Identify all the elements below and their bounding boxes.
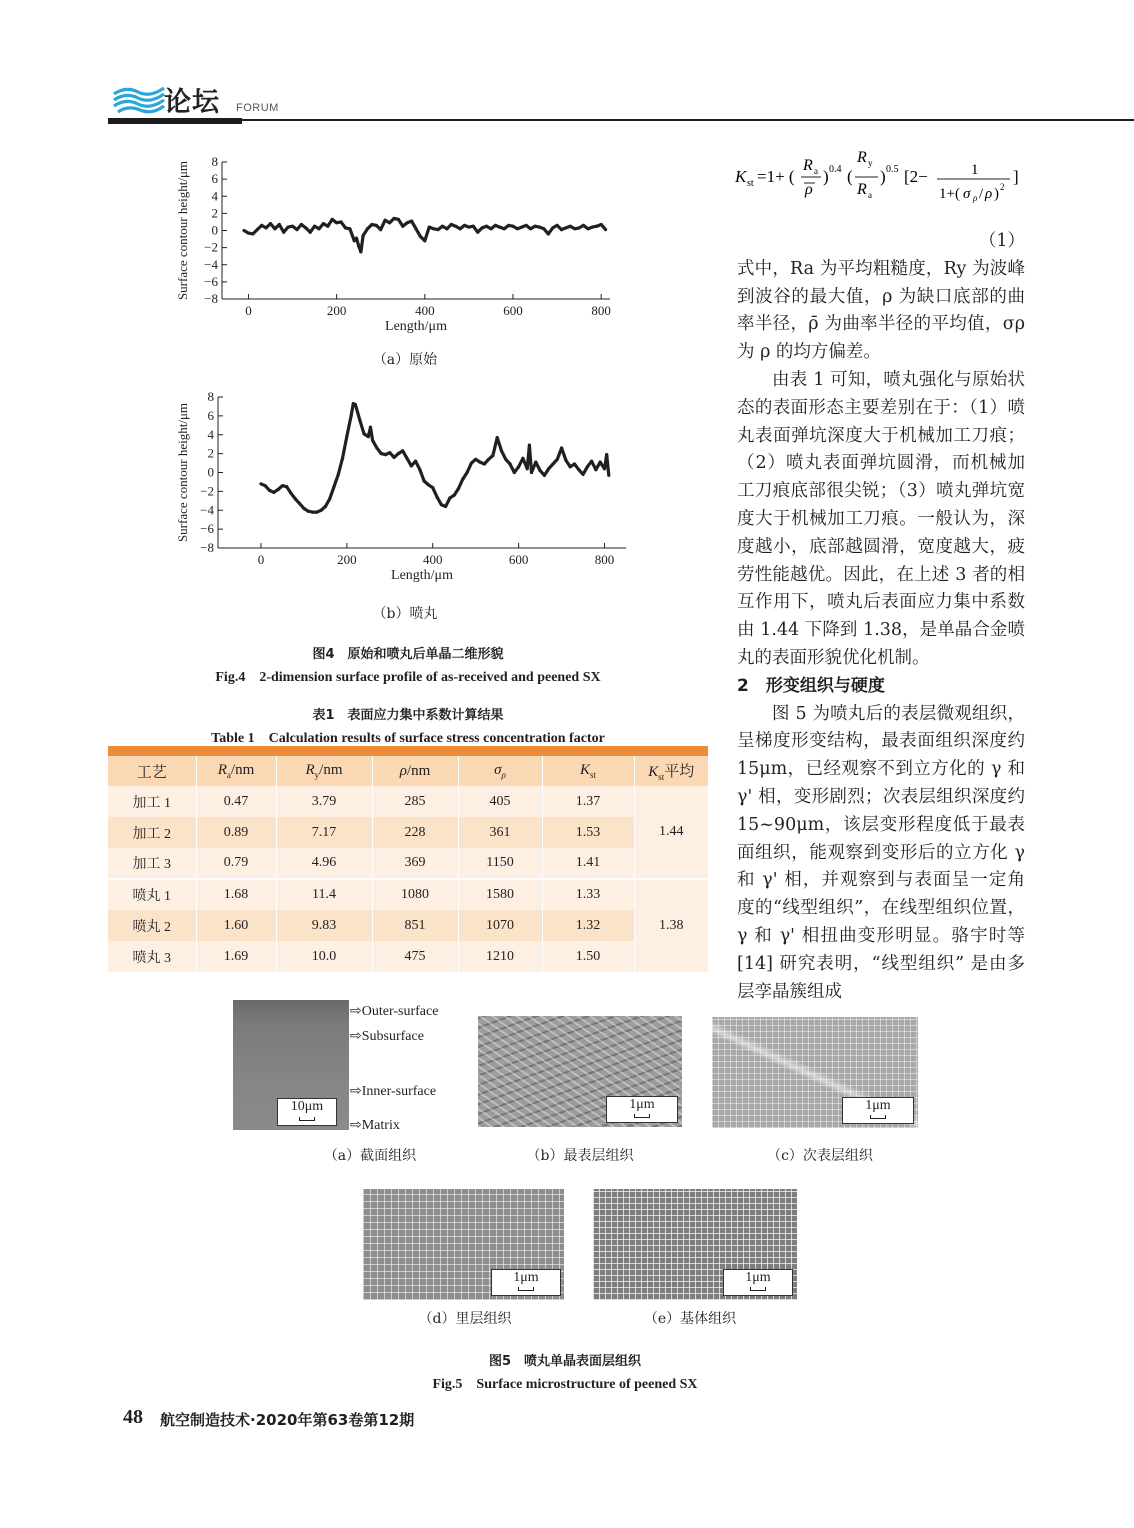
x-tick-label: 0 [257, 552, 265, 567]
data-point [307, 510, 310, 513]
svg-text:): ) [994, 186, 999, 202]
svg-text:R: R [857, 181, 867, 198]
kst-formula [733, 148, 1033, 206]
x-tick-label: 400 [422, 552, 443, 567]
data-point [358, 418, 361, 421]
data-point [500, 449, 503, 452]
svg-text:2: 2 [1000, 182, 1005, 192]
layer-label-outer: ⇨Outer-surface [350, 1004, 439, 1019]
svg-text:1: 1 [971, 162, 979, 178]
data-point [418, 468, 421, 471]
data-point [470, 461, 473, 464]
data-point [269, 222, 272, 225]
svg-text:]: ] [1013, 167, 1019, 186]
section-heading: 2 形变组织与硬度 [737, 675, 885, 696]
y-tick-label: 2 [211, 205, 218, 221]
x-axis-label: Length/μm [391, 568, 453, 583]
data-point [457, 487, 460, 490]
data-point [331, 218, 334, 221]
data-point [291, 225, 294, 228]
data-point [463, 224, 466, 227]
svg-text:): ) [823, 167, 829, 186]
data-point [268, 489, 271, 492]
data-point [431, 486, 434, 489]
data-point [366, 227, 369, 230]
data-point [556, 458, 559, 461]
subcaption-b: （b）喷丸 [372, 606, 438, 622]
data-point [599, 461, 602, 464]
data-point [298, 502, 301, 505]
data-point [359, 250, 362, 253]
svg-text:K: K [735, 167, 747, 186]
data-point [322, 222, 325, 225]
header-kst: $K_{st}$ [542, 756, 634, 786]
data-point [520, 225, 523, 228]
scale-bar: 1μm [723, 1269, 793, 1296]
data-point [380, 452, 383, 455]
profile-chart-peened [170, 387, 640, 592]
x-tick-label: 600 [503, 303, 523, 318]
data-point [491, 454, 494, 457]
data-point [341, 457, 344, 460]
y-tick-label: −4 [204, 256, 218, 272]
data-point [339, 220, 342, 223]
data-point [450, 223, 453, 226]
data-point [247, 231, 250, 234]
data-point [542, 227, 545, 230]
figure4-caption-cn: 图4 原始和喷丸后单晶二维形貌 [312, 647, 504, 662]
data-point [547, 467, 550, 470]
data-point [354, 403, 357, 406]
data-point [384, 453, 387, 456]
data-point [474, 458, 477, 461]
data-point [369, 426, 372, 429]
data-point [345, 435, 348, 438]
x-tick-label: 800 [591, 303, 611, 318]
data-point [367, 435, 370, 438]
data-point [300, 223, 303, 226]
data-point [362, 432, 365, 435]
data-point [547, 232, 550, 235]
data-point [294, 497, 297, 500]
data-point [285, 485, 288, 488]
data-point [371, 439, 374, 442]
data-point [317, 227, 320, 230]
profile-series-line [244, 219, 606, 252]
layer-label-subsurface: ⇨Subsurface [350, 1029, 424, 1044]
data-point [560, 446, 563, 449]
data-point [594, 468, 597, 471]
y-tick-label: −2 [204, 239, 218, 255]
page-header [108, 78, 1134, 128]
data-point [586, 465, 589, 468]
data-point [264, 226, 267, 229]
data-point [287, 225, 290, 228]
data-point [569, 225, 572, 228]
scale-bar: 1μm [491, 1269, 561, 1296]
table-header-row [108, 756, 708, 786]
data-point [564, 226, 567, 229]
table1-title-en: Table 1 Calculation results of surface stress concentration factor [211, 731, 605, 746]
y-tick-label: 0 [207, 464, 214, 480]
data-point [384, 219, 387, 222]
data-point [517, 465, 520, 468]
data-point [337, 473, 340, 476]
svg-text:=1+ (: =1+ ( [757, 167, 795, 186]
y-tick-label: 4 [211, 188, 218, 204]
data-point [521, 457, 524, 460]
paragraph-microstructure: 图 5 为喷丸后的表层微观组织，呈梯度形变结构，最表面组织深度约 15μm，已经观察不到立方化的 γ 和 γ' 相，变形剧烈；次表层组织深度约 15~90μm，该层变形程度低于最表面组织，能观察到变形后的立方化 γ 和 γ' 相，并观察到与表面呈一定角度的“线型组织”，在线型组织位置，γ 和 γ' 相扭曲变形明显。骆宇时等 [14] 研究表明，“线型组织” 是由多层孪晶簇组成 [737, 703, 1025, 1002]
y-tick-label: −2 [200, 483, 214, 499]
micrograph-subsurface-layer [712, 1017, 918, 1128]
data-point [335, 221, 338, 224]
data-point [538, 225, 541, 228]
y-tick-label: −8 [204, 291, 218, 306]
data-point [487, 458, 490, 461]
data-point [498, 225, 501, 228]
data-point [260, 224, 263, 227]
data-point [353, 239, 356, 242]
y-tick-label: 8 [211, 154, 218, 169]
journal-citation: 航空制造技术·2020年第63卷第12期 [160, 1411, 415, 1429]
data-point [539, 469, 542, 472]
svg-text:R: R [857, 149, 867, 166]
svg-text:ρ: ρ [805, 181, 813, 198]
data-point [551, 462, 554, 465]
data-point [504, 458, 507, 461]
svg-text:a: a [868, 190, 872, 200]
data-point [440, 503, 443, 506]
data-point [410, 219, 413, 222]
data-point [388, 221, 391, 224]
data-point [445, 227, 448, 230]
svg-text:(: ( [847, 167, 853, 186]
data-point [324, 505, 327, 508]
data-point [564, 459, 567, 462]
y-tick-label: −4 [200, 502, 214, 518]
section-title-en: FORUM [236, 102, 279, 114]
subcaption-5d: （d）里层组织 [418, 1311, 512, 1327]
data-point [313, 225, 316, 228]
data-point [328, 497, 331, 500]
header-ra: $R_a/nm$ [196, 756, 276, 786]
data-point [508, 462, 511, 465]
data-point [273, 227, 276, 230]
data-point [423, 479, 426, 482]
paragraph-surface-comparison: 由表 1 可知，喷丸强化与原始状态的表面形态主要差别在于：（1）喷丸表面弹坑深度大于机械加工刀痕；（2）喷丸表面弹坑圆滑，而机械加工刀痕底部很尖锐；（3）喷丸弹坑宽度大于机械加工刀痕。一般认为，深度越小，底部越圆滑，宽度越大，疲劳性能越优。因此，在上述 3 者的相互作用下，喷丸后表面应力集中系数由 1.44 下降到 1.38，是单晶合金喷丸的表面形貌优化机制。 [737, 369, 1025, 668]
micrograph-cross-section [233, 1000, 349, 1130]
x-tick-label: 600 [508, 552, 529, 567]
table-row: 喷丸 1 1.68 11.4 1080 1580 1.33 1.38 [108, 879, 708, 910]
figure4-caption-en: Fig.4 2-dimension surface profile of as-received and peened SX [215, 670, 601, 685]
data-point [603, 467, 606, 470]
y-tick-label: 8 [207, 389, 214, 404]
data-point [392, 456, 395, 459]
kst-avg-machined: 1.44 [634, 786, 708, 879]
svg-text:/: / [979, 186, 984, 202]
y-tick-label: −6 [204, 273, 218, 289]
data-point [311, 511, 314, 514]
page-number: 48 [123, 1406, 143, 1428]
data-point [277, 488, 280, 491]
data-point [361, 234, 364, 237]
table-row: 加工 3 0.79 4.96 369 1150 1.41 [108, 848, 708, 879]
data-point [600, 223, 603, 226]
svg-text:st: st [747, 178, 754, 189]
x-tick-label: 0 [245, 303, 252, 318]
stress-concentration-table [108, 746, 708, 972]
data-point [397, 452, 400, 455]
data-point [526, 467, 529, 470]
data-point [453, 494, 456, 497]
svg-text:[2−: [2− [904, 167, 928, 186]
y-axis-label: Surface contour height/μm [175, 402, 190, 543]
table1-title-cn: 表1 表面应力集中系数计算结果 [312, 708, 504, 723]
layer-label-matrix: ⇨Matrix [350, 1118, 400, 1133]
data-point [379, 228, 382, 231]
data-point [414, 227, 417, 230]
data-point [573, 227, 576, 230]
x-tick-label: 400 [415, 303, 435, 318]
data-point [516, 227, 519, 230]
data-point [401, 449, 404, 452]
data-point [472, 225, 475, 228]
data-point [414, 460, 417, 463]
header-rule-thick [108, 118, 242, 124]
data-point [607, 474, 610, 477]
data-point [436, 228, 439, 231]
svg-text:y: y [868, 158, 873, 168]
data-point [578, 226, 581, 229]
data-point [419, 235, 422, 238]
x-axis-label: Length/μm [385, 319, 447, 334]
y-tick-label: 2 [207, 445, 214, 461]
data-point [289, 492, 292, 495]
subcaption-5b: （b）最表层组织 [526, 1148, 634, 1164]
data-point [406, 221, 409, 224]
table-row: 喷丸 3 1.69 10.0 475 1210 1.50 [108, 941, 708, 972]
data-point [529, 227, 532, 230]
section-title-cn: 论坛 [164, 87, 220, 118]
data-point [259, 482, 262, 485]
data-point [494, 224, 497, 227]
layer-label-inner: ⇨Inner-surface [350, 1084, 437, 1099]
data-point [282, 231, 285, 234]
data-point [489, 227, 492, 230]
data-point [590, 460, 593, 463]
data-point [427, 483, 430, 486]
x-tick-label: 200 [337, 552, 357, 567]
micrograph-outermost-layer [478, 1016, 682, 1127]
data-point [309, 231, 312, 234]
data-point [392, 217, 395, 220]
y-tick-label: 6 [207, 407, 214, 423]
data-point [355, 237, 358, 240]
data-point [461, 478, 464, 481]
x-tick-label: 200 [326, 303, 347, 318]
micrograph-inner-layer [363, 1189, 564, 1300]
data-point [476, 231, 479, 234]
data-point [605, 453, 608, 456]
data-point [388, 451, 391, 454]
data-point [511, 225, 514, 228]
svg-text:1+(: 1+( [939, 186, 960, 202]
x-tick-label: 800 [594, 552, 615, 567]
data-point [481, 226, 484, 229]
data-point [581, 473, 584, 476]
header-rule-thin [242, 119, 1134, 121]
data-point [441, 225, 444, 228]
data-point [350, 414, 353, 417]
data-point [543, 474, 546, 477]
data-point [302, 507, 305, 510]
data-point [319, 509, 322, 512]
subcaption-5a: （a）截面组织 [323, 1148, 417, 1164]
data-point [251, 232, 254, 235]
header-process: 工艺 [108, 756, 196, 786]
scale-bar: 1μm [606, 1096, 678, 1123]
data-point [405, 457, 408, 460]
data-point [573, 462, 576, 465]
data-point [370, 223, 373, 226]
scale-bar: 10μm [277, 1098, 337, 1126]
data-point [272, 491, 275, 494]
data-point [295, 228, 298, 231]
data-point [458, 227, 461, 230]
data-point [315, 511, 318, 514]
data-point [485, 225, 488, 228]
data-point [397, 218, 400, 221]
data-point [530, 471, 533, 474]
data-point [410, 464, 413, 467]
svg-text:0.5: 0.5 [886, 164, 899, 175]
data-point [444, 505, 447, 508]
data-point [304, 226, 307, 229]
figure5-caption-cn: 图5 喷丸单晶表面层组织 [488, 1354, 642, 1369]
data-point [256, 228, 259, 231]
table-row: 加工 2 0.89 7.17 228 361 1.53 [108, 817, 708, 848]
micrograph-matrix [593, 1189, 797, 1300]
paragraph-variable-definitions: 式中，Ra 为平均粗糙度，Ry 为波峰到波谷的最大值，ρ 为缺口底部的曲率半径，ρ̄ 为曲率半径的平均值，σρ 为 ρ 的均方偏差。 [737, 258, 1025, 363]
data-point [423, 239, 426, 242]
data-point [555, 224, 558, 227]
data-point [281, 484, 284, 487]
forum-logo-icon [112, 82, 166, 116]
y-tick-label: 6 [211, 171, 218, 187]
data-point [591, 225, 594, 228]
svg-text:): ) [880, 167, 886, 186]
y-tick-label: 4 [207, 426, 214, 442]
data-point [586, 227, 589, 230]
figure5-caption-en: Fig.5 Surface microstructure of peened SX [432, 1377, 698, 1392]
data-point [569, 465, 572, 468]
data-point [465, 471, 468, 474]
data-point [326, 225, 329, 228]
data-point [551, 226, 554, 229]
svg-text:ρ: ρ [985, 186, 993, 202]
data-point [332, 485, 335, 488]
y-tick-label: −8 [200, 540, 214, 555]
data-point [533, 225, 536, 228]
data-point [513, 471, 516, 474]
data-point [577, 468, 580, 471]
data-point [507, 224, 510, 227]
svg-text:ρ: ρ [973, 193, 978, 203]
data-point [525, 224, 528, 227]
data-point [448, 496, 451, 499]
scale-bar: 1μm [842, 1097, 914, 1124]
data-point [348, 227, 351, 230]
data-point [454, 225, 457, 228]
data-point [534, 461, 537, 464]
data-point [604, 228, 607, 231]
data-point [264, 484, 267, 487]
table-row: 喷丸 2 1.60 9.83 851 1070 1.32 [108, 910, 708, 941]
svg-text:a: a [814, 166, 818, 176]
subcaption-a: （a）原始 [372, 352, 438, 368]
subcaption-5e: （e）基体组织 [643, 1311, 737, 1327]
data-point [401, 225, 404, 228]
data-point [375, 446, 378, 449]
svg-text:R: R [803, 157, 813, 174]
header-ry: $R_y/nm$ [276, 756, 372, 786]
data-point [242, 229, 245, 232]
data-point [560, 228, 563, 231]
y-tick-label: 0 [211, 222, 218, 238]
data-point [595, 225, 598, 228]
header-kst-avg: $K_{st}$平均 [634, 756, 708, 786]
table-row: 加工 1 0.47 3.79 285 405 1.37 1.44 [108, 786, 708, 817]
y-axis-label: Surface contour height/μm [175, 160, 190, 301]
profile-chart-as-received [170, 148, 630, 343]
svg-text:0.4: 0.4 [829, 164, 842, 175]
data-point [278, 223, 281, 226]
data-point [503, 227, 506, 230]
y-tick-label: −6 [200, 521, 214, 537]
data-point [344, 226, 347, 229]
data-point [528, 444, 531, 447]
data-point [483, 462, 486, 465]
data-point [467, 225, 470, 228]
header-sigma: $\sigma_\rho$ [458, 756, 542, 786]
data-point [357, 244, 360, 247]
data-point [496, 436, 499, 439]
equation-number: （1） [978, 231, 1025, 251]
data-point [428, 225, 431, 228]
data-point [435, 495, 438, 498]
svg-text:σ: σ [963, 186, 971, 202]
body-text-column [737, 228, 1025, 1006]
data-point [432, 227, 435, 230]
data-point [582, 224, 585, 227]
header-rho: ρ/nm [372, 756, 458, 786]
data-point [375, 224, 378, 227]
subcaption-5c: （c）次表层组织 [767, 1148, 873, 1164]
kst-avg-peened: 1.38 [634, 879, 708, 972]
data-point [478, 461, 481, 464]
